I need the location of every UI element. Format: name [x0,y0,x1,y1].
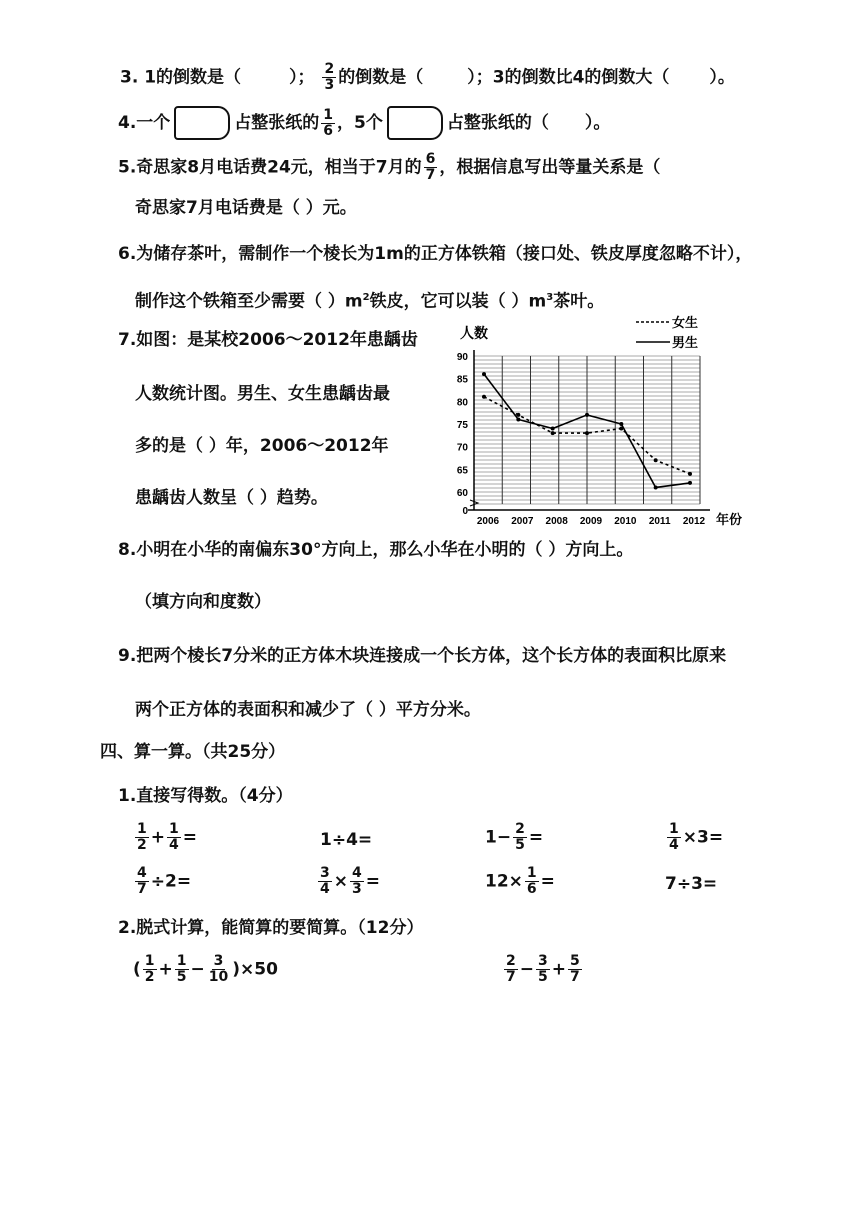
calc-expression: ( $\frac{1}{2}$ + $\frac{1}{5}$ − $\frac{3}{10}$ )×50 [133,953,278,985]
calc-expression: $\frac{3}{4}$ × $\frac{4}{3}$ = [320,865,380,897]
line-chart [446,312,746,527]
question-7-line-4: 患龋齿人数呈（ ）趋势。 [135,488,328,508]
y-tick-label: 0 [462,506,468,517]
chart-svg [446,312,746,527]
fraction: $\frac{2}{3}$ [324,61,335,93]
y-tick-label: 60 [456,488,468,499]
calc-expression: 1− $\frac{2}{5}$ = [485,821,544,853]
data-point [551,431,555,435]
calc-expression: $\frac{1}{2}$ + $\frac{1}{4}$ = [137,821,197,853]
subsection-2-title: 2.脱式计算，能简算的要简算。（12分） [118,918,424,938]
data-point [619,422,623,426]
data-point [482,395,486,399]
calc-expression: $\frac{1}{4}$ ×3= [669,821,724,853]
data-point [551,427,555,431]
question-6-line-2: 制作这个铁箱至少需要（ ）$m^2$铁皮，它可以装（ ）$m^3$茶叶。 [135,291,605,312]
calc-expression: $\frac{4}{7}$ ÷2= [137,865,192,897]
fraction: $\frac{6}{7}$ [425,151,436,183]
question-5-line-1: 5.奇思家8月电话费24元，相当于7月的 $\frac{6}{7}$ ，根据信息写出等量关系是（ [118,151,661,183]
data-point [585,431,589,435]
x-tick-label: 2006 [476,516,500,527]
section-4-title: 四、算一算。（共25分） [100,742,286,762]
calc-expression: $\frac{2}{7}$ − $\frac{3}{5}$ + $\frac{5}{7}$ [506,953,580,985]
legend-label: 女生 [672,316,699,331]
data-point [516,417,520,421]
y-tick-label: 80 [456,397,468,409]
x-tick-label: 2007 [511,516,534,527]
x-tick-label: 2010 [614,516,637,527]
paper-shape-icon [174,106,230,140]
question-7-line-1: 7.如图：是某校2006～2012年患龋齿 [118,330,418,350]
question-3: 3. 1的倒数是（ ）； $\frac{2}{3}$ 的倒数是（ ）；3的倒数比4的倒数大（ ）。 [120,61,735,93]
data-point [585,413,589,417]
question-6-line-1: 6.为储存茶叶，需制作一个棱长为1m的正方体铁箱（接口处、铁皮厚度忽略不计）， [118,244,753,264]
question-7-line-3: 多的是（ ）年，2006～2012年 [135,436,389,456]
x-tick-label: 2008 [545,516,568,527]
question-8-line-2: （填方向和度数） [135,592,271,612]
y-tick-label: 90 [456,352,468,363]
x-tick-label: 2011 [648,516,671,527]
calc-expression: 12× $\frac{1}{6}$ = [485,865,555,897]
data-point [482,372,486,376]
data-point [688,472,692,476]
data-point [654,458,658,462]
legend-label: 男生 [672,336,699,351]
y-tick-label: 65 [456,465,468,477]
question-9-line-2: 两个正方体的表面积和减少了（ ）平方分米。 [135,700,481,720]
x-tick-label: 2009 [579,516,603,527]
fraction: $\frac{1}{6}$ [323,106,334,139]
question-5-line-2: 奇思家7月电话费是（ ）元。 [135,198,357,218]
y-tick-label: 70 [456,442,468,454]
x-tick-label: 2012 [682,516,706,527]
y-tick-label: 85 [456,374,468,386]
y-tick-label: 75 [456,420,468,431]
x-axis-label: 年份 [716,513,743,527]
question-7-line-2: 人数统计图。男生、女生患龋齿最 [135,384,390,404]
question-4: 4.一个 占整张纸的 $\frac{1}{6}$ ，5个 占整张纸的（ ）。 [118,106,611,139]
question-8-line-1: 8.小明在小华的南偏东30°方向上，那么小华在小明的（ ）方向上。 [118,540,634,560]
calc-expression: 1÷4= [320,830,373,850]
subsection-1-title: 1.直接写得数。（4分） [118,786,293,806]
y-axis-label: 人数 [460,326,488,342]
paper-shape-icon [387,106,443,140]
calc-expression: 7÷3= [665,874,718,894]
data-point [688,481,692,485]
question-9-line-1: 9.把两个棱长7分米的正方体木块连接成一个长方体，这个长方体的表面积比原来 [118,646,727,666]
data-point [654,485,658,489]
